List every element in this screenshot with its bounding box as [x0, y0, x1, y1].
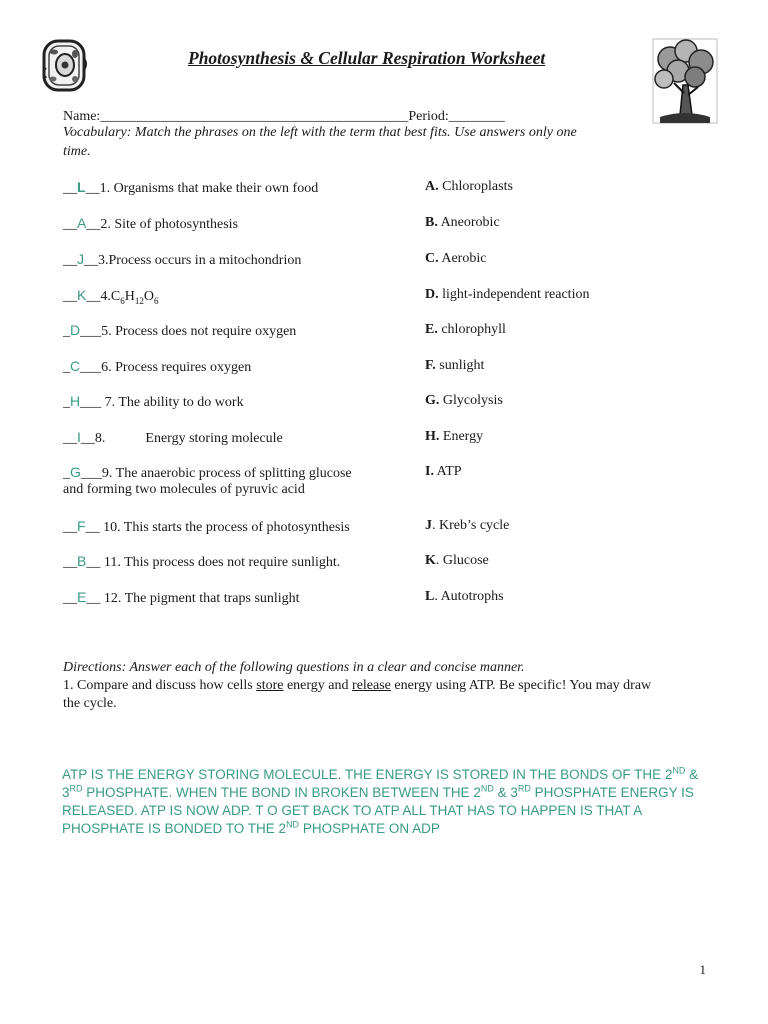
- essay-answer-1: ATP IS THE ENERGY STORING MOLECULE. THE ENERGY IS STORED IN THE BONDS OF THE 2ND & 3RD PHOSPHATE. WHEN THE BOND IN BROKEN BETWEEN THE 2ND & 3RD PHOSPHATE ENERGY IS RELEASED. ATP IS NOW ADP. T O GET BACK TO ATP ALL THAT HAS TO HAPPEN IS THAT A PHOSPHATE IS BONDED TO THE 2ND PHOSPHATE ON ADP: [62, 765, 699, 836]
- worksheet-title: Photosynthesis & Cellular Respiration Worksheet: [188, 48, 546, 68]
- question-10: __F__ 10. This starts the process of photosynthesis: [63, 518, 350, 535]
- option-l: L. Autotrophs: [425, 589, 504, 604]
- period-label: Period:: [408, 109, 449, 124]
- answer-4: K: [77, 287, 87, 303]
- answer-8: I: [77, 429, 81, 445]
- answer-9: G: [70, 464, 81, 480]
- answer-1: L: [77, 179, 86, 195]
- question-3: __J__3.Process occurs in a mitochondrion: [63, 251, 302, 268]
- option-a: A. Chloroplasts: [425, 179, 513, 194]
- question-6: _C___6. Process requires oxygen: [63, 358, 252, 375]
- option-d: D. light-independent reaction: [425, 287, 590, 302]
- question-essay-1-cont: the cycle.: [63, 696, 117, 711]
- option-h: H. Energy: [425, 429, 484, 444]
- option-e: E. chlorophyll: [425, 322, 506, 337]
- option-j: J. Kreb’s cycle: [425, 518, 510, 533]
- question-8: __I__8. Energy storing molecule: [63, 429, 283, 446]
- glucose-formula: $C_6H_{12}O_6$: [110, 289, 159, 306]
- option-c: C. Aerobic: [425, 251, 487, 266]
- answer-11: B: [77, 553, 87, 569]
- question-9-cont: and forming two molecules of pyruvic acid: [63, 482, 305, 497]
- question-2: __A__2. Site of photosynthesis: [63, 215, 239, 232]
- directions-text: Directions: Answer each of the following questions in a clear and concise manner.: [63, 660, 525, 675]
- answer-12: E: [77, 589, 87, 605]
- option-k: K. Glucose: [425, 553, 489, 568]
- answer-5: D: [70, 322, 81, 338]
- period-field[interactable]: ________: [448, 109, 505, 124]
- answer-7: H: [70, 393, 81, 409]
- question-4: $\_\_K\_\_4.C_6H_{12}O_6$: [63, 287, 159, 306]
- question-9: _G___9. The anaerobic process of splitting glucose: [63, 464, 352, 481]
- option-g: G. Glycolysis: [425, 393, 503, 408]
- page-number: 1: [699, 962, 706, 977]
- question-essay-1: 1. Compare and discuss how cells store energy and release energy using ATP. Be specific! You may draw: [63, 678, 652, 693]
- question-7: _H___ 7. The ability to do work: [63, 393, 244, 410]
- question-1: __L__1. Organisms that make their own food: [63, 179, 319, 196]
- answer-3: J: [77, 251, 84, 267]
- tree-icon: [650, 37, 720, 127]
- answer-2: A: [77, 215, 87, 231]
- name-period-line: [63, 109, 505, 125]
- option-i: I. ATP: [425, 464, 462, 479]
- option-f: F. sunlight: [425, 358, 485, 373]
- option-b: B. Aneorobic: [425, 215, 500, 230]
- plant-cell-icon: [40, 38, 90, 94]
- name-field[interactable]: ____________________________________________: [100, 109, 409, 124]
- answer-6: C: [70, 358, 81, 374]
- name-label: Name:: [63, 109, 101, 124]
- answer-10: F: [77, 518, 86, 534]
- question-11: __B__ 11. This process does not require sunlight.: [63, 553, 341, 570]
- question-5: _D___5. Process does not require oxygen: [63, 322, 297, 339]
- vocabulary-instructions-cont: time.: [63, 144, 91, 159]
- question-12: __E__ 12. The pigment that traps sunlight: [63, 589, 300, 606]
- vocabulary-instructions: Vocabulary: Match the phrases on the left with the term that best fits. Use answers only one: [63, 125, 577, 140]
